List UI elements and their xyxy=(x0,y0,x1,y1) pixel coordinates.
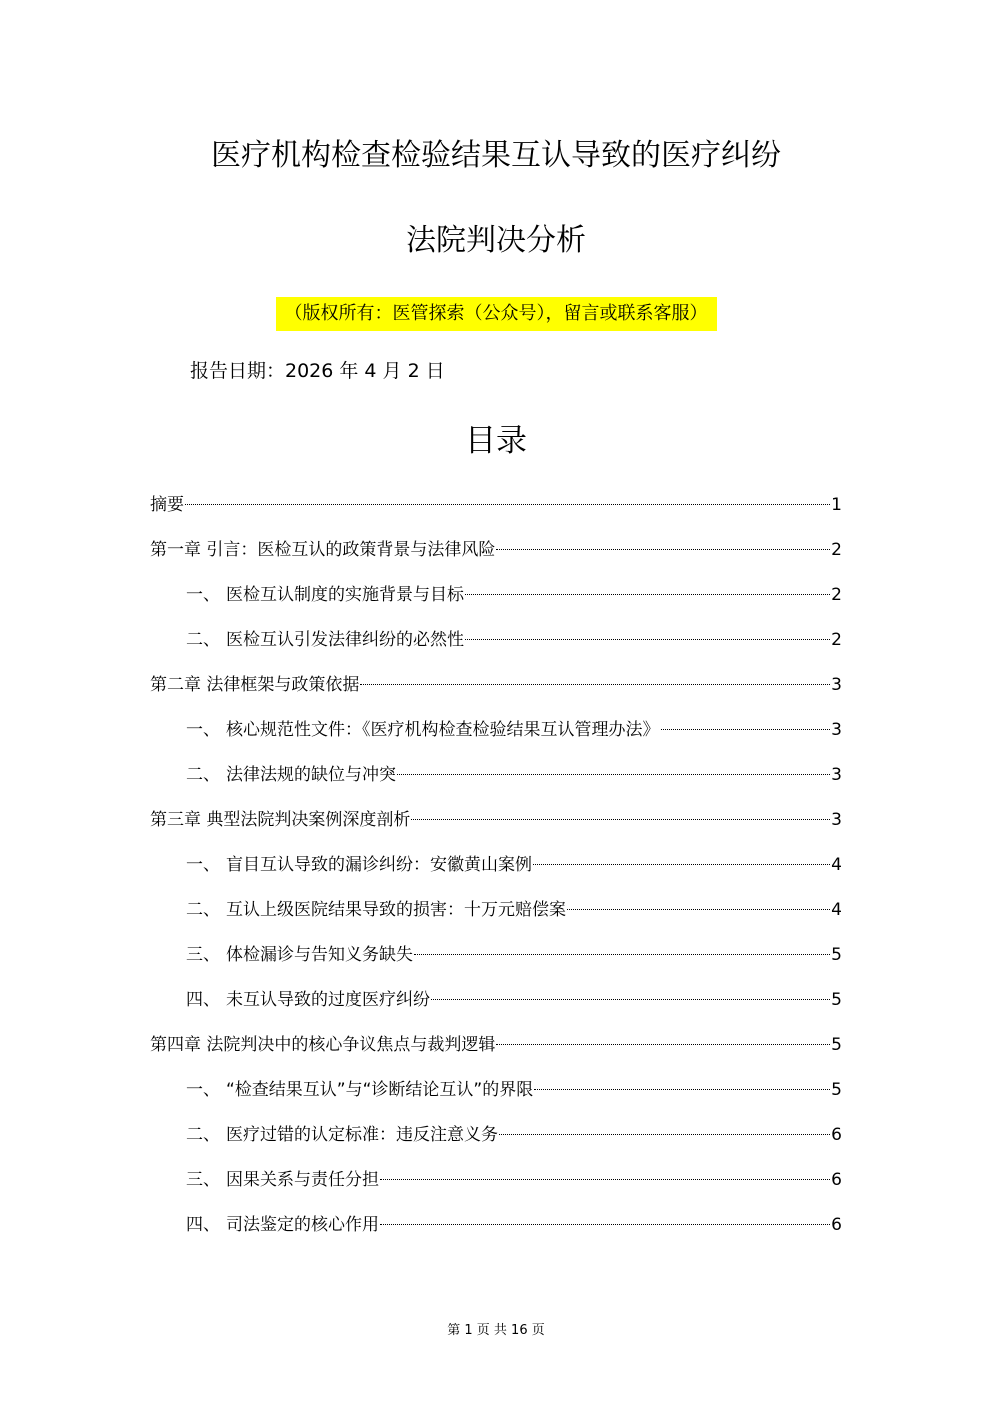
toc-entry-number: 三、 xyxy=(186,945,220,965)
toc-entry-text: 医检互认引发法律纠纷的必然性 xyxy=(226,630,464,650)
toc-entry[interactable] xyxy=(150,1210,842,1255)
toc-entry-text: 第一章 引言：医检互认的政策背景与法律风险 xyxy=(150,540,496,560)
toc-dot-leader xyxy=(465,594,830,595)
document-title-line-1: 医疗机构检查检验结果互认导致的医疗纠纷 xyxy=(211,138,781,173)
toc-dot-leader xyxy=(567,909,830,910)
toc-entry-text: 第二章 法律框架与政策依据 xyxy=(150,675,360,695)
copyright-notice: （版权所有：医管探索（公众号），留言或联系客服） xyxy=(276,297,717,331)
toc-entry-text: 第四章 法院判决中的核心争议焦点与裁判逻辑 xyxy=(150,1035,496,1055)
toc-entry[interactable] xyxy=(150,580,842,625)
toc-entry-page-number: 4 xyxy=(831,855,842,875)
toc-dot-leader xyxy=(380,1179,830,1180)
report-date: 报告日期：2026 年 4 月 2 日 xyxy=(190,360,445,382)
toc-entry[interactable] xyxy=(150,850,842,895)
toc-entry[interactable] xyxy=(150,760,842,805)
toc-entry-page-number: 2 xyxy=(831,630,842,650)
toc-dot-leader xyxy=(499,1134,830,1135)
toc-entry[interactable] xyxy=(150,670,842,715)
toc-entry[interactable] xyxy=(150,1120,842,1165)
copyright-notice-container xyxy=(0,297,992,331)
toc-dot-leader xyxy=(185,504,830,505)
toc-entry-text: 核心规范性文件：《医疗机构检查检验结果互认管理办法》 xyxy=(226,720,660,740)
toc-dot-leader xyxy=(397,774,830,775)
toc-entry-page-number: 5 xyxy=(831,990,842,1010)
toc-entry-text: 医疗过错的认定标准：违反注意义务 xyxy=(226,1125,498,1145)
toc-entry-number: 二、 xyxy=(186,900,220,920)
toc-entry-page-number: 3 xyxy=(831,765,842,785)
toc-dot-leader xyxy=(534,1089,830,1090)
toc-entry[interactable] xyxy=(150,625,842,670)
document-title-line-2: 法院判决分析 xyxy=(406,223,586,258)
toc-entry-page-number: 1 xyxy=(831,495,842,515)
toc-dot-leader xyxy=(411,819,830,820)
toc-entry-number: 二、 xyxy=(186,1125,220,1145)
toc-entry-number: 一、 xyxy=(186,855,220,875)
toc-heading: 目录 xyxy=(465,423,527,459)
toc-entry[interactable] xyxy=(150,1075,842,1120)
toc-entry-number: 一、 xyxy=(186,585,220,605)
toc-entry-page-number: 5 xyxy=(831,1035,842,1055)
toc-entry-text: 体检漏诊与告知义务缺失 xyxy=(226,945,413,965)
toc-entry[interactable] xyxy=(150,985,842,1030)
toc-dot-leader xyxy=(465,639,830,640)
toc-entry-page-number: 5 xyxy=(831,945,842,965)
toc-dot-leader xyxy=(533,864,830,865)
toc-dot-leader xyxy=(431,999,830,1000)
toc-entry[interactable] xyxy=(150,805,842,850)
toc-entry[interactable] xyxy=(150,895,842,940)
toc-entry-number: 二、 xyxy=(186,765,220,785)
toc-entry-page-number: 3 xyxy=(831,810,842,830)
toc-entry-text: 摘要 xyxy=(150,495,184,515)
toc-entry-number: 一、 xyxy=(186,720,220,740)
toc-entry-text: 未互认导致的过度医疗纠纷 xyxy=(226,990,430,1010)
toc-entry-number: 一、 xyxy=(186,1080,220,1100)
toc-entry-text: 司法鉴定的核心作用 xyxy=(226,1215,379,1235)
toc-entry-page-number: 6 xyxy=(831,1170,842,1190)
toc-dot-leader xyxy=(496,549,830,550)
toc-dot-leader xyxy=(414,954,830,955)
toc-entry-number: 三、 xyxy=(186,1170,220,1190)
toc-dot-leader xyxy=(661,729,831,730)
toc-entry-number: 四、 xyxy=(186,990,220,1010)
toc-entry-page-number: 2 xyxy=(831,585,842,605)
toc-entry-text: 第三章 典型法院判决案例深度剖析 xyxy=(150,810,411,830)
toc-entry-page-number: 2 xyxy=(831,540,842,560)
toc-dot-leader xyxy=(380,1224,830,1225)
toc-entry-number: 四、 xyxy=(186,1215,220,1235)
toc-entry[interactable] xyxy=(150,535,842,580)
toc-dot-leader xyxy=(360,684,830,685)
page-footer: 第 1 页 共 16 页 xyxy=(447,1323,545,1338)
toc-entry-page-number: 3 xyxy=(831,675,842,695)
toc-entry-text: 因果关系与责任分担 xyxy=(226,1170,379,1190)
toc-entry-page-number: 4 xyxy=(831,900,842,920)
toc-entry-page-number: 5 xyxy=(831,1080,842,1100)
toc-dot-leader xyxy=(496,1044,830,1045)
table-of-contents xyxy=(150,490,842,1255)
toc-entry-page-number: 3 xyxy=(831,720,842,740)
toc-entry[interactable] xyxy=(150,490,842,535)
toc-entry[interactable] xyxy=(150,940,842,985)
toc-entry-text: 互认上级医院结果导致的损害：十万元赔偿案 xyxy=(226,900,566,920)
toc-entry-text: 法律法规的缺位与冲突 xyxy=(226,765,396,785)
toc-entry[interactable] xyxy=(150,1030,842,1075)
toc-entry[interactable] xyxy=(150,715,842,760)
toc-entry-text: 医检互认制度的实施背景与目标 xyxy=(226,585,464,605)
toc-entry-text: “检查结果互认”与“诊断结论互认”的界限 xyxy=(226,1080,534,1100)
toc-entry-number: 二、 xyxy=(186,630,220,650)
toc-entry[interactable] xyxy=(150,1165,842,1210)
toc-entry-page-number: 6 xyxy=(831,1125,842,1145)
toc-entry-text: 盲目互认导致的漏诊纠纷：安徽黄山案例 xyxy=(226,855,532,875)
toc-entry-page-number: 6 xyxy=(831,1215,842,1235)
